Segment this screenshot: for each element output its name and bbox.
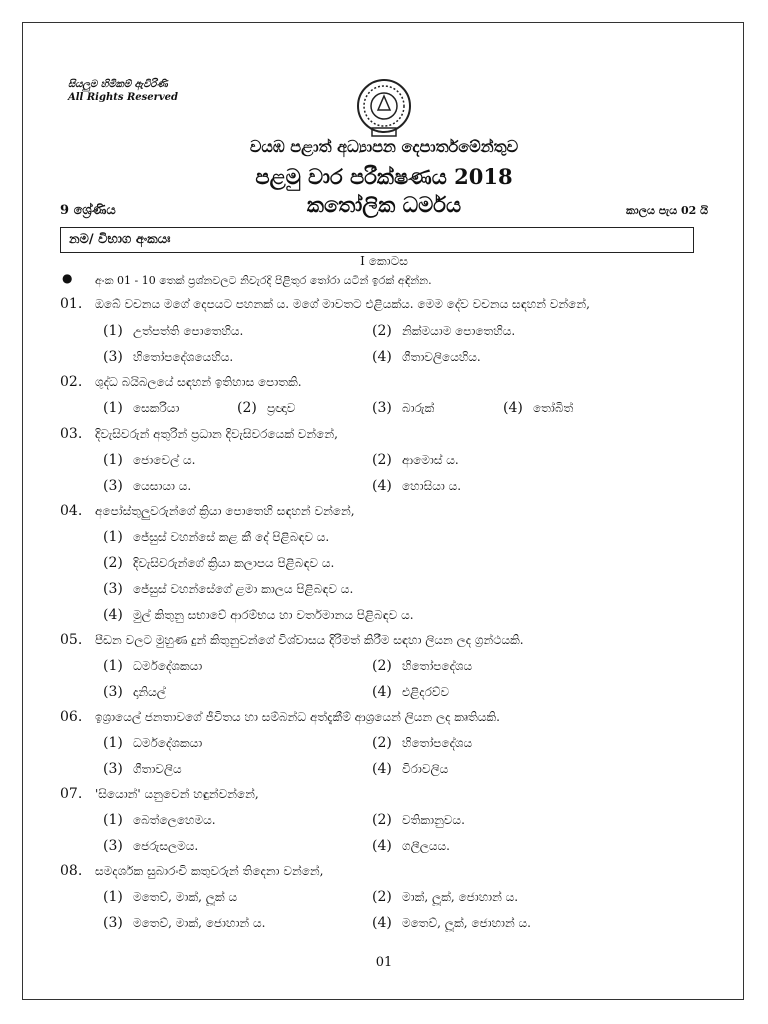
- question-text: සමදර්ශක සුබාරංචි කතුවරුන් තිදෙනා වන්නේ,: [95, 864, 324, 878]
- option[interactable]: (4) හොසියා ය.: [372, 478, 462, 494]
- rights-notice: [68, 78, 178, 104]
- emblem-logo: [352, 76, 416, 140]
- instruction-text: අංක 01 - 10 තෙක් ප්‍රශ්නවලට නිවැරදි පිළිතුර තෝරා යටින් ඉරක් අඳින්න.: [95, 274, 432, 287]
- name-field-box[interactable]: [60, 227, 694, 253]
- option[interactable]: (4) ගලීලයය.: [372, 838, 450, 854]
- bullet-icon: ●: [62, 271, 73, 285]
- option[interactable]: (3) මතෙව්, මාක්, ජොහාන් ය.: [103, 915, 266, 931]
- option[interactable]: (2) වතිකානුවය.: [372, 812, 465, 828]
- option[interactable]: (2) ආමොස් ය.: [372, 452, 459, 468]
- exam-title: පළමු වාර පරීක්ෂණය 2018: [255, 164, 513, 189]
- option[interactable]: (1) ධර්මදේශකයා: [103, 658, 203, 674]
- option[interactable]: (1) බෙත්ලෙහෙමය.: [103, 812, 216, 828]
- option[interactable]: (1) සෙකරියා: [103, 400, 180, 416]
- time-label: කාලය පැය 02 යි: [626, 204, 708, 217]
- question: [60, 503, 355, 519]
- question-number: 05.: [60, 632, 83, 648]
- grade-label: 9 ශ්‍රේණිය: [60, 203, 116, 218]
- question-text: පීඩන වලට මුහුණ දුන් කිතුනුවන්ගේ විශ්වාසය දිරිමත් කිරීම සඳහා ලියන ලද ග්‍රන්ථයකි.: [95, 633, 524, 647]
- option[interactable]: (3) යෙසායා ය.: [103, 478, 192, 494]
- option[interactable]: (3) බාරුක්: [372, 400, 435, 416]
- question-number: 03.: [60, 426, 83, 442]
- question-text: 'සියොන්' යනුවෙන් හඳුන්වන්නේ,: [95, 787, 259, 801]
- rights-english: All Rights Reserved: [68, 92, 179, 103]
- option[interactable]: (1) ජොවෙල් ය.: [103, 452, 196, 468]
- rights-sinhala: සියලුම හිමිකම් ඇවිරිණි: [68, 79, 168, 90]
- option[interactable]: (1) ධර්මදේශකයා: [103, 735, 203, 751]
- option[interactable]: (4) තෝබිත්: [503, 400, 574, 416]
- question-number: 01.: [60, 296, 83, 312]
- question: [60, 632, 524, 648]
- question: [60, 709, 500, 725]
- question-number: 04.: [60, 503, 83, 519]
- option[interactable]: (4) මතෙව්, ලූක්, ජොහාන් ය.: [372, 915, 531, 931]
- option[interactable]: (2) මාක්, ලූක්, ජොහාන් ය.: [372, 889, 519, 905]
- question-text: අපෝස්තුලුවරුන්ගේ ක්‍රියා පොතෙහි සඳහන් වන්නේ,: [95, 504, 355, 518]
- page-number: 01: [375, 955, 393, 970]
- organization-name: වයඹ පළාත් අධ්‍යාපන දෙපාර්තමේන්තුව: [249, 137, 519, 156]
- subject-title: කතෝලික ධර්මය: [306, 192, 462, 217]
- question-number: 06.: [60, 709, 83, 725]
- option[interactable]: (3) ජෙරුසලමය.: [103, 838, 199, 854]
- question: [60, 296, 590, 312]
- option[interactable]: (2) ප්‍රඥාව: [237, 400, 296, 416]
- option[interactable]: (4) මුල් කිතුනු සභාවේ ආරම්භය හා වර්තමානය පිළිබඳව ය.: [103, 607, 414, 623]
- option[interactable]: (2) නික්මයාම පොතෙහිය.: [372, 323, 516, 339]
- question-text: ඔබේ වචනය මගේ දෙපයට පහනක් ය. මගේ මාවතට එළියක්ය. මෙම දේව වචනය සඳහන් වන්නේ,: [95, 297, 590, 311]
- option[interactable]: (4) ගීතාවලියෙහිය.: [372, 349, 481, 365]
- name-field-label: නම/ විභාග අංකයඃ: [69, 232, 171, 247]
- option[interactable]: (1) උත්පත්ති පොතෙහිය.: [103, 323, 244, 339]
- question-number: 02.: [60, 374, 83, 390]
- question: [60, 374, 302, 390]
- question-text: ඉශ්‍රායෙල් ජනතාවගේ ජීවිතය හා සම්බන්ධ අත්දැකීම් ආශ්‍රයෙන් ලියන ලද කෘතියකි.: [95, 710, 500, 724]
- question-number: 08.: [60, 863, 83, 879]
- option[interactable]: (4) එළිදරව්ව: [372, 684, 450, 700]
- option[interactable]: (4) විරාවලිය: [372, 761, 449, 777]
- question: [60, 426, 338, 442]
- option[interactable]: (3) ගීතාවලිය: [103, 761, 182, 777]
- option[interactable]: (1) ජේසුස් වහන්සේ කළ කී දේ පිළිබඳව ය.: [103, 529, 330, 545]
- part-heading: I කොටස: [360, 254, 408, 268]
- option[interactable]: (2) හිතෝපදේශය: [372, 735, 473, 751]
- question: [60, 863, 323, 879]
- question-number: 07.: [60, 786, 83, 802]
- question: [60, 786, 259, 802]
- question-text: දිවැසිවරුන් අතුරින් ප්‍රධාන දිවැසිවරයෙක් වන්නේ,: [95, 427, 338, 441]
- question-text: ශුද්ධ බයිබලයේ සඳහන් ඉතිහාස පොතකි.: [95, 375, 302, 389]
- option[interactable]: (1) මතෙව්, මාක්, ලූක් ය: [103, 889, 238, 905]
- option[interactable]: (3) හිතෝපදේශයෙහිය.: [103, 349, 234, 365]
- option[interactable]: (2) දිවැසිවරුන්ගේ ක්‍රියා කලාපය පිළිබඳව ය.: [103, 555, 335, 571]
- option[interactable]: (2) හිතෝපදේශය: [372, 658, 473, 674]
- option[interactable]: (3) දානියල්: [103, 684, 166, 700]
- option[interactable]: (3) ජේසුස් වහන්සේගේ ළමා කාලය පිළිබඳව ය.: [103, 581, 354, 597]
